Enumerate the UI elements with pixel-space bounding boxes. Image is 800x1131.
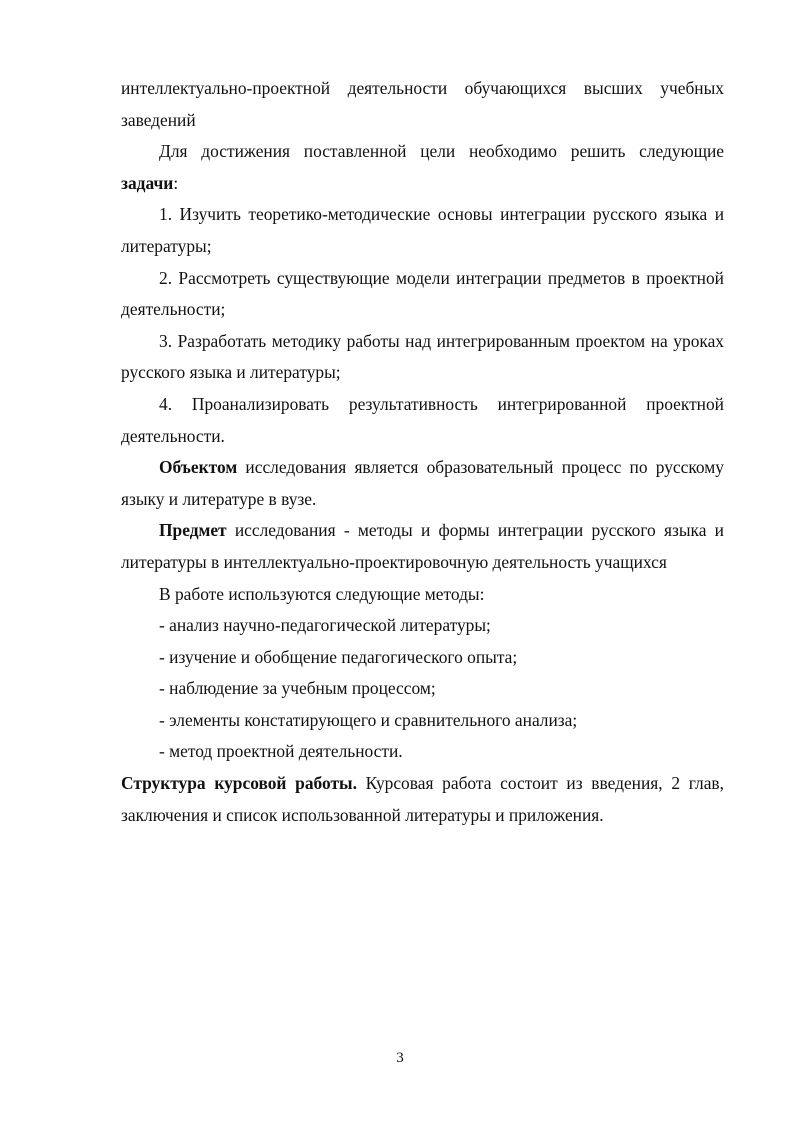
subject-bold-term: Предмет: [159, 520, 227, 541]
structure-text: Курсовая работа состоит из введения, 2 глав, заключения и список использованной литературы и приложения.: [121, 773, 724, 825]
object-bold-term: Объектом: [159, 457, 238, 478]
tasks-bold-term: задачи: [121, 172, 174, 193]
paragraph-tasks-intro: [121, 136, 724, 199]
tasks-intro-text: Для достижения поставленной цели необходимо решить следующие: [159, 141, 724, 162]
method-item-4: - элементы констатирующего и сравнительного анализа;: [159, 709, 578, 730]
paragraph-object: [121, 452, 724, 515]
paragraph-goal-continuation: интеллектуально-проектной деятельности обучающихся высших учебных заведений: [121, 78, 724, 130]
task-item-4: 4. Проанализировать результативность интегрированной проектной деятельности.: [121, 393, 724, 446]
tasks-intro-colon: :: [173, 172, 179, 193]
task-item-3: 3. Разработать методику работы над интегрированным проектом на уроках русского языка и литературы;: [121, 330, 724, 383]
paragraph-structure: [121, 768, 724, 831]
object-text: исследования является образовательный процесс по русскому языку и литературе в вузе.: [121, 457, 724, 509]
paragraph-subject: [121, 515, 724, 578]
structure-bold-term: Структура курсовой работы.: [121, 773, 357, 794]
page-number: 3: [396, 1050, 404, 1066]
method-item-2: - изучение и обобщение педагогического опыта;: [159, 646, 518, 667]
task-item-1: 1. Изучить теоретико-методические основы интеграции русского языка и литературы;: [121, 204, 724, 256]
method-item-3: - наблюдение за учебным процессом;: [159, 678, 436, 699]
task-item-2: 2. Рассмотреть существующие модели интеграции предметов в проектной деятельности;: [121, 267, 724, 320]
page-body: [121, 73, 724, 831]
method-item-5: - метод проектной деятельности.: [159, 741, 403, 762]
subject-text: исследования - методы и формы интеграции русского языка и литературы в интеллектуально-проектировочную деятельность учащихся: [121, 520, 724, 572]
method-item-1: - анализ научно-педагогической литературы;: [159, 615, 491, 636]
paragraph-methods-intro: В работе используются следующие методы:: [159, 583, 485, 604]
